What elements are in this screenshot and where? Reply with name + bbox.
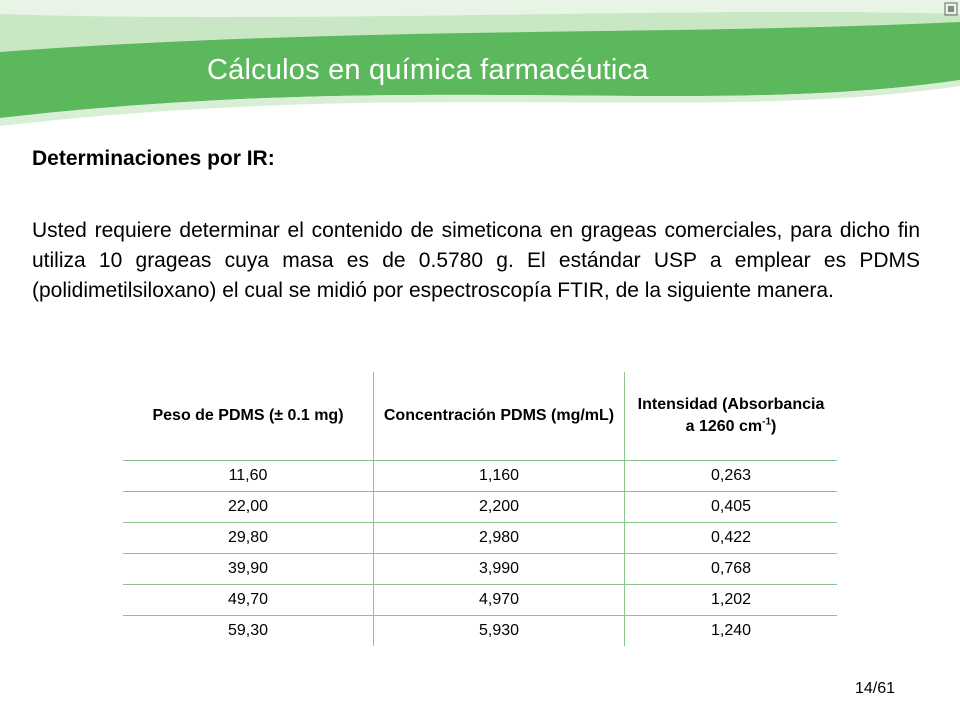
header-intensidad-sup: -1 xyxy=(762,416,772,428)
cell-concentracion: 3,990 xyxy=(374,554,625,585)
cell-intensidad: 0,405 xyxy=(625,492,838,523)
cell-intensidad: 1,202 xyxy=(625,585,838,616)
cell-intensidad: 1,240 xyxy=(625,616,838,647)
table-row xyxy=(123,616,837,647)
table-row xyxy=(123,585,837,616)
cell-concentracion: 1,160 xyxy=(374,461,625,492)
cell-peso: 49,70 xyxy=(123,585,374,616)
cell-peso: 22,00 xyxy=(123,492,374,523)
page-number: 14/61 xyxy=(854,680,895,697)
cell-peso: 11,60 xyxy=(123,461,374,492)
cell-intensidad: 0,263 xyxy=(625,461,838,492)
slide-title: Cálculos en química farmacéutica xyxy=(207,54,649,86)
table-row xyxy=(123,461,837,492)
header-intensidad-end: ) xyxy=(771,418,777,435)
header-intensidad-main: Intensidad (Absorbancia a 1260 cm xyxy=(637,396,825,435)
cell-peso: 59,30 xyxy=(227,622,269,639)
cell-concentracion: 2,200 xyxy=(374,492,625,523)
table-row xyxy=(123,492,837,523)
section-heading: Determinaciones por IR: xyxy=(32,147,275,170)
cell-intensidad: 0,422 xyxy=(625,523,838,554)
table-row xyxy=(123,523,837,554)
table-row xyxy=(123,554,837,585)
cell-concentracion: 4,970 xyxy=(374,585,625,616)
cell-peso: 29,80 xyxy=(123,523,374,554)
table-header-row xyxy=(123,372,837,461)
header-peso-pdms: Peso de PDMS (± 0.1 mg) xyxy=(123,372,374,461)
cell-concentracion: 2,980 xyxy=(374,523,625,554)
cell-peso: 39,90 xyxy=(123,554,374,585)
pdms-data-table xyxy=(123,372,837,646)
problem-statement: Usted requiere determinar el contenido de simeticona en grageas comerciales, para dicho fin utiliza 10 grageas cuya masa es de 0.5780 g. El estándar USP a emplear es PDMS (polidimetilsiloxano) el cual se midió por espectroscopía FTIR, de la siguiente manera. xyxy=(32,219,920,302)
header-intensidad xyxy=(625,372,838,461)
corner-mark-icon xyxy=(944,2,958,16)
cell-concentracion: 5,930 xyxy=(374,616,625,647)
header-concentracion-pdms: Concentración PDMS (mg/mL) xyxy=(374,372,625,461)
cell-intensidad: 0,768 xyxy=(625,554,838,585)
